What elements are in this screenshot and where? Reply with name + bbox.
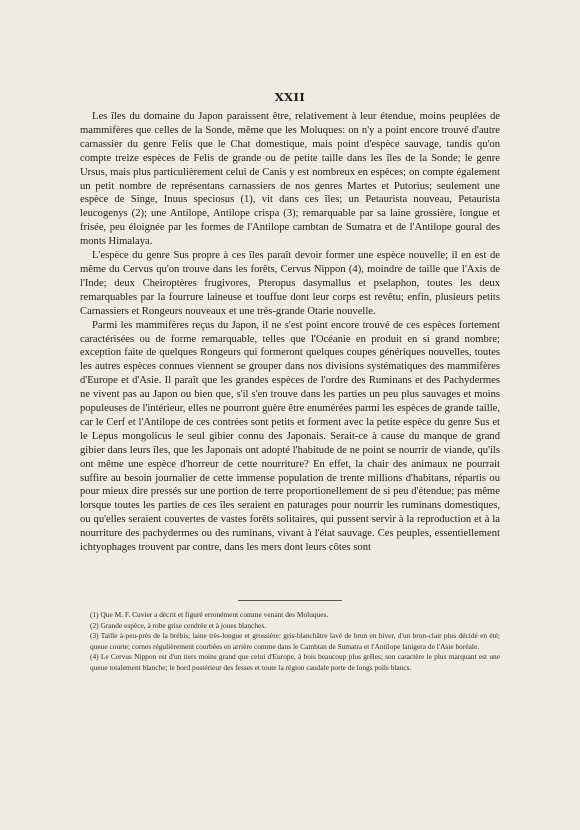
page-number: XXII (274, 90, 306, 104)
paragraph-2: L'espèce du genre Sus propre à ces îles paraît devoir former une espèce nouvelle; il en est de même du Cervus qu'on trouve dans les forêts, Cervus Nippon (4), moindre de taille que l'Axis de l'Inde; deux Cheiroptères frugivores, Pteropus dasymallus et pselaphon, toutes les deux remarquables par la fourrure laineuse et touffue dont leur corps est revêtu; enfin, plusieurs petits Carnassiers et Rongeurs nouveaux et une très-grande Otarie nouvelle. (80, 250, 500, 317)
footnote-1: (1) Que M. F. Cuvier a décrit et figuré erronément comme venant des Moluques. (90, 610, 329, 619)
body-text (80, 110, 500, 555)
paragraph-3: Parmi les mammifères reçus du Japon, il ne s'est point encore trouvé de ces espèces fortement caractérisées ou de forme remarquable, telles que l'Océanie en produit en si grand nombre; exception faite de quelques Rongeurs qui formeront quelques coupes génériques nouvelles, toutes les autres espèces connues viennent se grouper dans nos divisions systématiques des mammifères d'Europe et d'Asie. Il paraît que les grandes espèces de l'ordre des Ruminans et des Pachydermes ne vivent pas au Japon ou bien que, s'il s'en trouve dans les parties un peu plus sauvages et moins populeuses de l'intérieur, elles ne pourront guère être enumérées parmi les espèces de grande taille, car le Cerf et l'Antilope de ces contrées sont petits et forment avec la petite espèce du genre Sus et le Lepus mongolicus le seul gibier connu des Japonais. Serait-ce à cause du manque de grand gibier dans leurs îles, que les Japonais ont adopté l'habitude de ne point se nourrir de viande, qu'ils ont même une espèce d'horreur de cette nourriture? En effet, la chair des animaux ne pourrait suffire au besoin journalier de cette immense population de trente millions d'habitans, répartis ou pour mieux dire pressés sur une portion de terre proportionellement de si peu d'étendue; pas même lorsque toutes les parties de ces îles seraient en paturages pour nourrir les ruminans domestiques, ou qu'elles seraient couvertes de vastes forêts solitaires, qui pussent servir à la reproduction et à la nourriture des pachydermes ou des ruminans, vivant à l'état sauvage. Ces peuples, essentiellement ichtyophages trouvent par contre, dans les mers dont leurs côtes sont (80, 319, 500, 554)
footnote-3: (3) Taille à-peu-près de la brébis; laine très-longue et grossière: gris-blanchâtre lavé de brun en hiver, d'un brun-clair plus décidé en été; queue courte; cornes régulièrement courbées en arrière comme dans le Cambtan de Sumatra et l'Antilope lanigera de l'Asie boréale. (90, 631, 500, 651)
footnotes (90, 610, 500, 674)
footnote-divider (238, 600, 342, 601)
footnote-4: (4) Le Cervus Nippon est d'un tiers moins grand que celui d'Europe, à bois beaucoup plus grêles; son caractère le plus marquant est une queue totalement blanche; le bord postérieur des fesses et toute la région caudale porte de longs poils blancs. (90, 652, 500, 672)
paragraph-1: Les îles du domaine du Japon paraissent être, relativement à leur étendue, moins peuplées de mammifères que celles de la Sonde, même que les Moluques: on n'y a point encore trouvé d'autre carnassier du genre Felis que le Chat domestique, mais point d'espèce sauvage, tandis qu'on compte treize espèces de Felis de grande ou de petite taille dans les îles de la Sonde; le genre Ursus, mais plus particulièrement celui de Canis y est nombreux en espèces; on compte également un petit nombre de représentans carnassiers de nos genres Martes et Putorius; seulement une espèce de Singe, Inuus speciosus (1), vit dans ces îles; un Petaurista nouveau, Petaurista leucogenys (2); une Antilope, Antilope crispa (3); remarquable par sa laine grossière, longue et frisée, peu éloignée par les formes de l'Antilope cambtan de Sumatra et de l'Antilope goural des monts Himalaya. (80, 111, 500, 248)
footnote-2: (2) Grande espèce, à robe grise cendrée et à joues blanches. (90, 620, 267, 630)
